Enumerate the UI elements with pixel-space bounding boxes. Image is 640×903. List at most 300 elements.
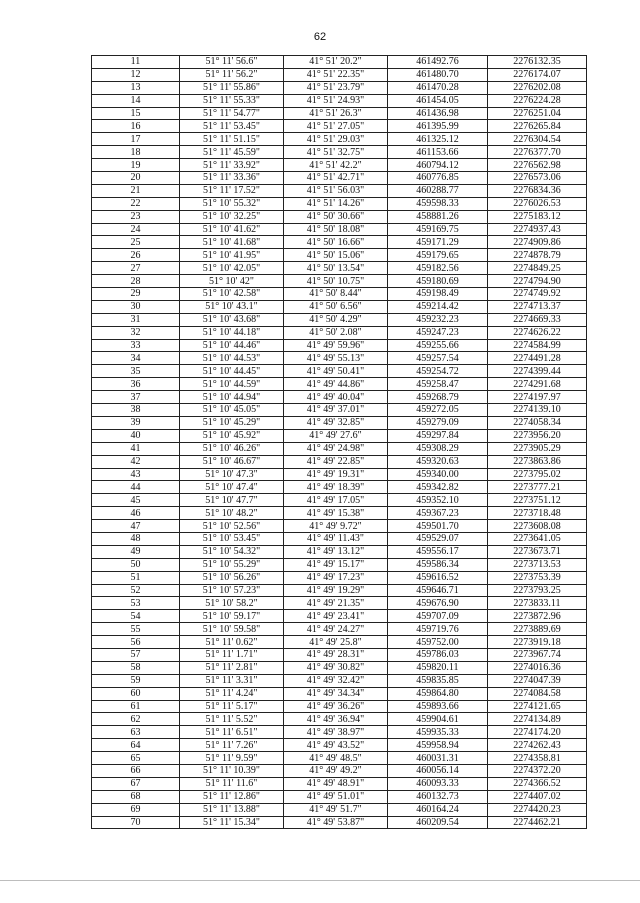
x-coordinate-cell: 458881.26 [388, 210, 488, 223]
point-number-cell: 23 [92, 210, 180, 223]
longitude-cell: 41° 51' 42.71" [284, 172, 388, 185]
latitude-cell: 51° 10' 54.32" [180, 545, 284, 558]
table-row [92, 326, 587, 339]
y-coordinate-cell: 2274262.43 [488, 739, 587, 752]
table-row [92, 68, 587, 81]
y-coordinate-cell: 2274713.37 [488, 300, 587, 313]
x-coordinate-cell: 459646.71 [388, 584, 488, 597]
x-coordinate-cell: 459258.47 [388, 378, 488, 391]
table-row [92, 288, 587, 301]
y-coordinate-cell: 2276377.70 [488, 146, 587, 159]
latitude-cell: 51° 10' 55.29" [180, 558, 284, 571]
y-coordinate-cell: 2276265.84 [488, 120, 587, 133]
y-coordinate-cell: 2273718.48 [488, 507, 587, 520]
longitude-cell: 41° 51' 27.05" [284, 120, 388, 133]
longitude-cell: 41° 51' 22.35" [284, 68, 388, 81]
latitude-cell: 51° 10' 44.45" [180, 365, 284, 378]
point-number-cell: 42 [92, 455, 180, 468]
x-coordinate-cell: 459297.84 [388, 429, 488, 442]
longitude-cell: 41° 49' 23.41" [284, 610, 388, 623]
footer-divider [0, 880, 640, 881]
point-number-cell: 31 [92, 313, 180, 326]
latitude-cell: 51° 10' 53.45" [180, 532, 284, 545]
longitude-cell: 41° 49' 13.12" [284, 545, 388, 558]
y-coordinate-cell: 2274462.21 [488, 816, 587, 829]
point-number-cell: 66 [92, 764, 180, 777]
table-row [92, 764, 587, 777]
longitude-cell: 41° 49' 24.27" [284, 623, 388, 636]
table-row [92, 107, 587, 120]
x-coordinate-cell: 459268.79 [388, 391, 488, 404]
point-number-cell: 26 [92, 249, 180, 262]
x-coordinate-cell: 459707.09 [388, 610, 488, 623]
y-coordinate-cell: 2276251.04 [488, 107, 587, 120]
longitude-cell: 41° 50' 4.29" [284, 313, 388, 326]
longitude-cell: 41° 49' 11.43" [284, 532, 388, 545]
x-coordinate-cell: 459719.76 [388, 623, 488, 636]
longitude-cell: 41° 51' 20.2" [284, 56, 388, 69]
table-row [92, 300, 587, 313]
longitude-cell: 41° 49' 32.85" [284, 416, 388, 429]
y-coordinate-cell: 2275183.12 [488, 210, 587, 223]
latitude-cell: 51° 11' 51.15" [180, 133, 284, 146]
x-coordinate-cell: 459556.17 [388, 545, 488, 558]
point-number-cell: 30 [92, 300, 180, 313]
y-coordinate-cell: 2273956.20 [488, 429, 587, 442]
longitude-cell: 41° 50' 18.08" [284, 223, 388, 236]
table-row [92, 790, 587, 803]
longitude-cell: 41° 50' 2.08" [284, 326, 388, 339]
x-coordinate-cell: 459169.75 [388, 223, 488, 236]
table-row [92, 520, 587, 533]
point-number-cell: 33 [92, 339, 180, 352]
latitude-cell: 51° 11' 33.92" [180, 159, 284, 172]
longitude-cell: 41° 49' 44.86" [284, 378, 388, 391]
longitude-cell: 41° 49' 9.72" [284, 520, 388, 533]
table-row [92, 674, 587, 687]
y-coordinate-cell: 2273713.53 [488, 558, 587, 571]
point-number-cell: 36 [92, 378, 180, 391]
latitude-cell: 51° 11' 9.59" [180, 752, 284, 765]
longitude-cell: 41° 49' 27.6" [284, 429, 388, 442]
longitude-cell: 41° 49' 51.01" [284, 790, 388, 803]
longitude-cell: 41° 49' 48.91" [284, 777, 388, 790]
longitude-cell: 41° 50' 30.66" [284, 210, 388, 223]
table-row [92, 571, 587, 584]
point-number-cell: 15 [92, 107, 180, 120]
x-coordinate-cell: 459320.63 [388, 455, 488, 468]
longitude-cell: 41° 49' 36.94" [284, 713, 388, 726]
longitude-cell: 41° 51' 26.3" [284, 107, 388, 120]
x-coordinate-cell: 459232.23 [388, 313, 488, 326]
y-coordinate-cell: 2274491.28 [488, 352, 587, 365]
longitude-cell: 41° 51' 29.03" [284, 133, 388, 146]
point-number-cell: 41 [92, 442, 180, 455]
table-row [92, 146, 587, 159]
longitude-cell: 41° 50' 15.06" [284, 249, 388, 262]
latitude-cell: 51° 11' 4.24" [180, 687, 284, 700]
x-coordinate-cell: 459958.94 [388, 739, 488, 752]
point-number-cell: 64 [92, 739, 180, 752]
latitude-cell: 51° 10' 41.68" [180, 236, 284, 249]
latitude-cell: 51° 11' 53.45" [180, 120, 284, 133]
longitude-cell: 41° 49' 53.87" [284, 816, 388, 829]
table-row [92, 416, 587, 429]
latitude-cell: 51° 10' 45.05" [180, 404, 284, 417]
latitude-cell: 51° 10' 46.26" [180, 442, 284, 455]
table-row [92, 584, 587, 597]
point-number-cell: 11 [92, 56, 180, 69]
table-row [92, 636, 587, 649]
y-coordinate-cell: 2274626.22 [488, 326, 587, 339]
table-row [92, 210, 587, 223]
point-number-cell: 67 [92, 777, 180, 790]
table-row [92, 726, 587, 739]
point-number-cell: 29 [92, 288, 180, 301]
x-coordinate-cell: 459586.34 [388, 558, 488, 571]
point-number-cell: 47 [92, 520, 180, 533]
y-coordinate-cell: 2273833.11 [488, 597, 587, 610]
y-coordinate-cell: 2274016.36 [488, 661, 587, 674]
y-coordinate-cell: 2274372.20 [488, 764, 587, 777]
latitude-cell: 51° 10' 41.95" [180, 249, 284, 262]
y-coordinate-cell: 2274420.23 [488, 803, 587, 816]
longitude-cell: 41° 49' 38.97" [284, 726, 388, 739]
table-row [92, 339, 587, 352]
table-row [92, 159, 587, 172]
point-number-cell: 13 [92, 81, 180, 94]
point-number-cell: 20 [92, 172, 180, 185]
latitude-cell: 51° 11' 1.71" [180, 648, 284, 661]
y-coordinate-cell: 2274794.90 [488, 275, 587, 288]
longitude-cell: 41° 49' 50.41" [284, 365, 388, 378]
point-number-cell: 39 [92, 416, 180, 429]
x-coordinate-cell: 459214.42 [388, 300, 488, 313]
latitude-cell: 51° 10' 44.94" [180, 391, 284, 404]
table-row [92, 455, 587, 468]
x-coordinate-cell: 459864.80 [388, 687, 488, 700]
y-coordinate-cell: 2274058.34 [488, 416, 587, 429]
y-coordinate-cell: 2273793.25 [488, 584, 587, 597]
x-coordinate-cell: 459529.07 [388, 532, 488, 545]
longitude-cell: 41° 50' 8.44" [284, 288, 388, 301]
table-row [92, 56, 587, 69]
latitude-cell: 51° 11' 5.52" [180, 713, 284, 726]
x-coordinate-cell: 459182.56 [388, 262, 488, 275]
y-coordinate-cell: 2276132.35 [488, 56, 587, 69]
latitude-cell: 51° 10' 45.29" [180, 416, 284, 429]
x-coordinate-cell: 460288.77 [388, 184, 488, 197]
latitude-cell: 51° 10' 42.05" [180, 262, 284, 275]
longitude-cell: 41° 51' 24.93" [284, 94, 388, 107]
latitude-cell: 51° 11' 17.52" [180, 184, 284, 197]
y-coordinate-cell: 2273641.05 [488, 532, 587, 545]
x-coordinate-cell: 461470.28 [388, 81, 488, 94]
x-coordinate-cell: 460776.85 [388, 172, 488, 185]
point-number-cell: 50 [92, 558, 180, 571]
y-coordinate-cell: 2276834.36 [488, 184, 587, 197]
y-coordinate-cell: 2274937.43 [488, 223, 587, 236]
longitude-cell: 41° 49' 19.31" [284, 468, 388, 481]
point-number-cell: 45 [92, 494, 180, 507]
point-number-cell: 49 [92, 545, 180, 558]
x-coordinate-cell: 460132.73 [388, 790, 488, 803]
table-row [92, 120, 587, 133]
table-row [92, 661, 587, 674]
x-coordinate-cell: 459340.00 [388, 468, 488, 481]
y-coordinate-cell: 2274407.02 [488, 790, 587, 803]
longitude-cell: 41° 49' 15.17" [284, 558, 388, 571]
latitude-cell: 51° 10' 52.56" [180, 520, 284, 533]
y-coordinate-cell: 2273872.96 [488, 610, 587, 623]
x-coordinate-cell: 459198.49 [388, 288, 488, 301]
table-row [92, 391, 587, 404]
latitude-cell: 51° 10' 58.2" [180, 597, 284, 610]
x-coordinate-cell: 459171.29 [388, 236, 488, 249]
point-number-cell: 59 [92, 674, 180, 687]
point-number-cell: 61 [92, 700, 180, 713]
y-coordinate-cell: 2273905.29 [488, 442, 587, 455]
point-number-cell: 55 [92, 623, 180, 636]
y-coordinate-cell: 2273673.71 [488, 545, 587, 558]
x-coordinate-cell: 459254.72 [388, 365, 488, 378]
latitude-cell: 51° 11' 15.34" [180, 816, 284, 829]
y-coordinate-cell: 2273753.39 [488, 571, 587, 584]
latitude-cell: 51° 11' 45.59" [180, 146, 284, 159]
y-coordinate-cell: 2274878.79 [488, 249, 587, 262]
longitude-cell: 41° 49' 28.31" [284, 648, 388, 661]
latitude-cell: 51° 11' 11.6" [180, 777, 284, 790]
latitude-cell: 51° 11' 55.86" [180, 81, 284, 94]
x-coordinate-cell: 459501.70 [388, 520, 488, 533]
x-coordinate-cell: 461436.98 [388, 107, 488, 120]
y-coordinate-cell: 2274669.33 [488, 313, 587, 326]
y-coordinate-cell: 2276304.54 [488, 133, 587, 146]
table-row [92, 687, 587, 700]
x-coordinate-cell: 459935.33 [388, 726, 488, 739]
point-number-cell: 32 [92, 326, 180, 339]
latitude-cell: 51° 10' 59.58" [180, 623, 284, 636]
latitude-cell: 51° 11' 55.33" [180, 94, 284, 107]
latitude-cell: 51° 11' 0.62" [180, 636, 284, 649]
latitude-cell: 51° 10' 41.62" [180, 223, 284, 236]
x-coordinate-cell: 459367.23 [388, 507, 488, 520]
page-number: 62 [313, 31, 327, 43]
y-coordinate-cell: 2276573.06 [488, 172, 587, 185]
y-coordinate-cell: 2274849.25 [488, 262, 587, 275]
longitude-cell: 41° 51' 14.26" [284, 197, 388, 210]
y-coordinate-cell: 2274366.52 [488, 777, 587, 790]
longitude-cell: 41° 50' 10.75" [284, 275, 388, 288]
x-coordinate-cell: 459786.03 [388, 648, 488, 661]
longitude-cell: 41° 49' 40.04" [284, 391, 388, 404]
table-row [92, 94, 587, 107]
point-number-cell: 21 [92, 184, 180, 197]
longitude-cell: 41° 49' 22.85" [284, 455, 388, 468]
longitude-cell: 41° 49' 51.7" [284, 803, 388, 816]
x-coordinate-cell: 459598.33 [388, 197, 488, 210]
x-coordinate-cell: 460031.31 [388, 752, 488, 765]
table-row [92, 597, 587, 610]
y-coordinate-cell: 2274909.86 [488, 236, 587, 249]
latitude-cell: 51° 10' 47.7" [180, 494, 284, 507]
table-row [92, 313, 587, 326]
latitude-cell: 51° 11' 5.17" [180, 700, 284, 713]
latitude-cell: 51° 11' 56.2" [180, 68, 284, 81]
table-row [92, 262, 587, 275]
x-coordinate-cell: 459352.10 [388, 494, 488, 507]
point-number-cell: 46 [92, 507, 180, 520]
point-number-cell: 43 [92, 468, 180, 481]
table-row [92, 752, 587, 765]
latitude-cell: 51° 11' 10.39" [180, 764, 284, 777]
point-number-cell: 19 [92, 159, 180, 172]
latitude-cell: 51° 10' 46.67" [180, 455, 284, 468]
y-coordinate-cell: 2274291.68 [488, 378, 587, 391]
latitude-cell: 51° 10' 43.68" [180, 313, 284, 326]
x-coordinate-cell: 459180.69 [388, 275, 488, 288]
latitude-cell: 51° 10' 44.53" [180, 352, 284, 365]
point-number-cell: 12 [92, 68, 180, 81]
y-coordinate-cell: 2276174.07 [488, 68, 587, 81]
latitude-cell: 51° 11' 54.77" [180, 107, 284, 120]
longitude-cell: 41° 51' 42.2" [284, 159, 388, 172]
latitude-cell: 51° 10' 42.58" [180, 288, 284, 301]
x-coordinate-cell: 460164.24 [388, 803, 488, 816]
x-coordinate-cell: 459893.66 [388, 700, 488, 713]
x-coordinate-cell: 460794.12 [388, 159, 488, 172]
latitude-cell: 51° 10' 44.18" [180, 326, 284, 339]
table-row [92, 442, 587, 455]
table-row [92, 236, 587, 249]
longitude-cell: 41° 51' 23.79" [284, 81, 388, 94]
table-row [92, 468, 587, 481]
x-coordinate-cell: 461454.05 [388, 94, 488, 107]
latitude-cell: 51° 10' 43.1" [180, 300, 284, 313]
table-row [92, 133, 587, 146]
latitude-cell: 51° 10' 47.4" [180, 481, 284, 494]
y-coordinate-cell: 2274399.44 [488, 365, 587, 378]
point-number-cell: 18 [92, 146, 180, 159]
point-number-cell: 69 [92, 803, 180, 816]
y-coordinate-cell: 2273863.86 [488, 455, 587, 468]
point-number-cell: 51 [92, 571, 180, 584]
x-coordinate-cell: 459752.00 [388, 636, 488, 649]
longitude-cell: 41° 49' 30.82" [284, 661, 388, 674]
x-coordinate-cell: 459179.65 [388, 249, 488, 262]
point-number-cell: 37 [92, 391, 180, 404]
longitude-cell: 41° 49' 37.01" [284, 404, 388, 417]
point-number-cell: 25 [92, 236, 180, 249]
point-number-cell: 70 [92, 816, 180, 829]
x-coordinate-cell: 459257.54 [388, 352, 488, 365]
point-number-cell: 56 [92, 636, 180, 649]
x-coordinate-cell: 459279.09 [388, 416, 488, 429]
latitude-cell: 51° 11' 33.36" [180, 172, 284, 185]
latitude-cell: 51° 10' 56.26" [180, 571, 284, 584]
table-row [92, 429, 587, 442]
point-number-cell: 48 [92, 532, 180, 545]
longitude-cell: 41° 49' 59.96" [284, 339, 388, 352]
point-number-cell: 27 [92, 262, 180, 275]
longitude-cell: 41° 49' 25.8" [284, 636, 388, 649]
longitude-cell: 41° 49' 36.26" [284, 700, 388, 713]
x-coordinate-cell: 461480.70 [388, 68, 488, 81]
y-coordinate-cell: 2274584.99 [488, 339, 587, 352]
x-coordinate-cell: 459676.90 [388, 597, 488, 610]
latitude-cell: 51° 10' 59.17" [180, 610, 284, 623]
longitude-cell: 41° 49' 15.38" [284, 507, 388, 520]
table-row [92, 558, 587, 571]
table-row [92, 481, 587, 494]
table-row [92, 365, 587, 378]
table-row [92, 507, 587, 520]
latitude-cell: 51° 10' 47.3" [180, 468, 284, 481]
latitude-cell: 51° 10' 32.25" [180, 210, 284, 223]
x-coordinate-cell: 460093.33 [388, 777, 488, 790]
latitude-cell: 51° 11' 56.6" [180, 56, 284, 69]
point-number-cell: 65 [92, 752, 180, 765]
y-coordinate-cell: 2273967.74 [488, 648, 587, 661]
point-number-cell: 57 [92, 648, 180, 661]
point-number-cell: 14 [92, 94, 180, 107]
latitude-cell: 51° 10' 42" [180, 275, 284, 288]
point-number-cell: 16 [92, 120, 180, 133]
longitude-cell: 41° 50' 6.56" [284, 300, 388, 313]
y-coordinate-cell: 2274358.81 [488, 752, 587, 765]
table-row [92, 623, 587, 636]
y-coordinate-cell: 2274121.65 [488, 700, 587, 713]
y-coordinate-cell: 2276026.53 [488, 197, 587, 210]
longitude-cell: 41° 50' 16.66" [284, 236, 388, 249]
y-coordinate-cell: 2276202.08 [488, 81, 587, 94]
table-row [92, 172, 587, 185]
y-coordinate-cell: 2273889.69 [488, 623, 587, 636]
table-row [92, 184, 587, 197]
point-number-cell: 40 [92, 429, 180, 442]
point-number-cell: 35 [92, 365, 180, 378]
y-coordinate-cell: 2274749.92 [488, 288, 587, 301]
table-row [92, 713, 587, 726]
longitude-cell: 41° 51' 56.03" [284, 184, 388, 197]
longitude-cell: 41° 49' 48.5" [284, 752, 388, 765]
y-coordinate-cell: 2274134.89 [488, 713, 587, 726]
table-row [92, 803, 587, 816]
y-coordinate-cell: 2276562.98 [488, 159, 587, 172]
x-coordinate-cell: 459308.29 [388, 442, 488, 455]
y-coordinate-cell: 2273795.02 [488, 468, 587, 481]
latitude-cell: 51° 11' 3.31" [180, 674, 284, 687]
x-coordinate-cell: 459342.82 [388, 481, 488, 494]
longitude-cell: 41° 49' 32.42" [284, 674, 388, 687]
point-number-cell: 17 [92, 133, 180, 146]
longitude-cell: 41° 49' 17.23" [284, 571, 388, 584]
point-number-cell: 58 [92, 661, 180, 674]
table-row [92, 197, 587, 210]
latitude-cell: 51° 11' 7.26" [180, 739, 284, 752]
y-coordinate-cell: 2273751.12 [488, 494, 587, 507]
point-number-cell: 52 [92, 584, 180, 597]
table-row [92, 275, 587, 288]
x-coordinate-cell: 459904.61 [388, 713, 488, 726]
x-coordinate-cell: 459616.52 [388, 571, 488, 584]
x-coordinate-cell: 459820.11 [388, 661, 488, 674]
longitude-cell: 41° 49' 17.05" [284, 494, 388, 507]
table-row [92, 532, 587, 545]
y-coordinate-cell: 2274174.20 [488, 726, 587, 739]
table-row [92, 648, 587, 661]
y-coordinate-cell: 2274197.97 [488, 391, 587, 404]
